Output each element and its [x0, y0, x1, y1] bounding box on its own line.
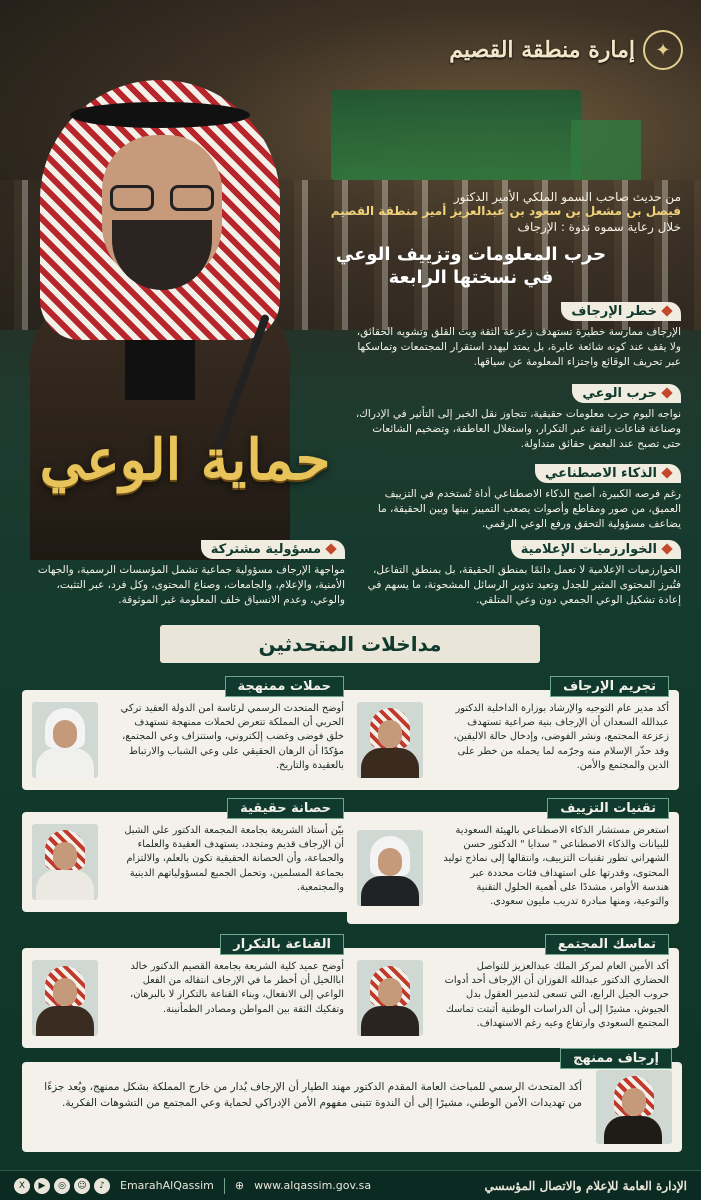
speaker-card — [22, 801, 354, 912]
speakers-title: مداخلات المتحدثين — [160, 625, 540, 663]
speaker-photo — [357, 960, 423, 1036]
card-tag: حصانة حقيقية — [227, 798, 344, 819]
stage-screen — [331, 90, 581, 180]
intro-title: حرب المعلومات وتزييف الوعي في نسختها الرابعة — [335, 244, 607, 288]
card-tag: حملات ممنهجة — [225, 676, 344, 697]
x-icon[interactable]: X — [14, 1178, 30, 1194]
website-link[interactable]: www.alqassim.gov.sa — [254, 1179, 372, 1192]
card-tag: تماسك المجتمع — [545, 934, 669, 955]
speaker-card-wide — [22, 1051, 682, 1152]
diamond-icon — [325, 543, 336, 554]
footer-org: الإدارة العامة للإعلام والاتصال المؤسسي — [484, 1178, 687, 1193]
diamond-icon — [661, 387, 672, 398]
social-handle[interactable]: EmarahAlQassim — [120, 1179, 214, 1192]
speaker-photo — [32, 960, 98, 1036]
speaker-card — [22, 679, 354, 790]
instagram-icon[interactable]: ◎ — [54, 1178, 70, 1194]
logo-text: إمارة منطقة القصيم — [449, 37, 635, 63]
speaker-photo — [32, 702, 98, 778]
card-text: بيّن أستاذ الشريعة بجامعة المجمعة الدكتور علي الشبل أن الإرجاف قديم ومتجدد، يستهدف العقيدة والعلماء والجماعة، وأن الحصانة الحقيقية تكون بالعلم، والالتزام بجماعة المسلمين، وتحمل الجميع لمسؤولياتهم الدينية والمجتمعية. — [124, 825, 344, 893]
card-tag: تقنيات التزييف — [547, 798, 669, 819]
card-tag: إرجاف ممنهج — [560, 1048, 672, 1069]
footer — [0, 1170, 701, 1200]
calligraphy-title: حماية الوعي — [39, 427, 331, 493]
diamond-icon — [661, 467, 672, 478]
glasses — [110, 185, 214, 211]
emirate-logo — [449, 30, 683, 70]
intro-line3: خلال رعاية سموه ندوة : الإرجاف — [517, 220, 681, 234]
card-text: أكد مدير عام التوجيه والإرشاد بوزارة الداخلية الدكتور عبدالله السعدان أن الإرجاف بنية صراعية تستهدف زعزعة المجتمع، ونشر الفوضى، وإدخال حالة الاليقين، وقد حذّر الإسلام منه وجرّمه لما يحمله من خطر على الدين والمجتمع والأمن. — [453, 703, 669, 771]
intro-line1: من حديث صاحب السمو الملكي الأمير الدكتور — [453, 190, 681, 204]
card-tag: تجريم الإرجاف — [550, 676, 669, 697]
speaker-photo — [32, 824, 98, 900]
diamond-icon — [661, 543, 672, 554]
card-text: أوضح عميد كلية الشريعة بجامعة القصيم الدكتور خالد اباالخيل أن أخطر ما في الإرجاف انتقاله من الفعل الواعي إلى الانفعال، وبناء القناعة بالتكرار لا بالبرهان، وتفكيك الثقة بين المواطن ومصادر الطمأنينة. — [130, 961, 344, 1015]
card-tag: القناعة بالتكرار — [220, 934, 344, 955]
diamond-icon — [661, 305, 672, 316]
card-text: أوضح المتحدث الرسمي لرئاسة امن الدولة العقيد تركي الحربي أن المملكة تتعرض لحملات ممنهجة تستهدف خلق فوضى وغضب إلكتروني، واستنزاف وعي المجتمع، مؤكدًا أن الرهان الحقيقي على وعي الشباب والارتباط بالعقيدة والتاريخ. — [120, 703, 344, 771]
speaker-photo — [357, 830, 423, 906]
intro-block — [261, 190, 681, 289]
speaker-card — [22, 937, 354, 1048]
section-awareness-war: حرب الوعي نواجه اليوم حرب معلومات حقيقية، تتجاوز نقل الخبر إلى التأثير في الإدراك، وصناعة قناعات زائفة عبر التكرار، واستغلال العاطفة، وتضخيم الشائعات حتى تصبح عند البعض حقائق متداولة. — [355, 385, 681, 450]
speaker-card — [347, 801, 679, 924]
card-text: استعرض مستشار الذكاء الاصطناعي بالهيئة السعودية للبيانات والذكاء الاصطناعي " سدايا " الدكتور حسن الشهراني تطور تقنيات التزييف، وانتقالها إلى نماذج توليد المحتوى، وقدرتها على استهداف فئات محددة عبر هندسة الأوامر، مشددًا على أهمية الحلول التقنية والتوعية، ومنها مبادرة تدريب مليون سعودي. — [443, 825, 669, 908]
section-shared-responsibility: مسؤولية مشتركة مواجهة الإرجاف مسؤولية جماعية تشمل المؤسسات الرسمية، والجهات الأمنية، والإعلام، والجامعات، وصناع المحتوى، وكل فرد، عبر التثبت، والوعي، وعدم الانسياق خلف المعلومة غير الموثوقة. — [37, 541, 345, 606]
intro-line2: فيصل بن مشعل بن سعود بن عبدالعزيز أمير منطقة القصيم — [330, 204, 681, 218]
stage-side-screen — [571, 120, 641, 180]
tiktok-icon[interactable]: ♪ — [94, 1178, 110, 1194]
speaker-card — [347, 679, 679, 790]
youtube-icon[interactable]: ▶ — [34, 1178, 50, 1194]
card-text: أكد الأمين العام لمركز الملك عبدالعزيز للتواصل الحضاري الدكتور عبدالله الفوزان أن الإرجاف أحد أدوات حروب الجيل الرابع، التي تسعى لتدمير العقول بدل الجيوش، مشيرًا إلى أن الدراسات الوطنية أثبتت تماسك المجتمع السعودي وارتفاع وعيه رغم الاستهداف. — [444, 961, 669, 1029]
section-ai: الذكاء الاصطناعي رغم فرصه الكبيرة، أصبح الذكاء الاصطناعي أداة تُستخدم في التزييف العميق، من صور ومقاطع وأصوات يصعب التمييز بينها وبين الحقيقة، ما يضاعف مسؤولية التحقق ورفع الوعي الرقمي. — [377, 465, 681, 530]
card-text: أكد المتحدث الرسمي للمباحث العامة المقدم الدكتور مهند الطيار أن الإرجاف يُدار من خارج المملكة بشكل ممنهج، ويُعد جزءًا من تهديدات الأمن الوطني، مشيرًا إلى أن الندوة تتبنى مفهوم الأمن الإدراكي لحماية وعي المجتمع من التشوهات الفكرية. — [44, 1081, 582, 1109]
speaker-card — [347, 937, 679, 1048]
palm-swords-icon: ✦ — [643, 30, 683, 70]
snapchat-icon[interactable]: ☺ — [74, 1178, 90, 1194]
social-icons — [14, 1178, 110, 1194]
speaker-photo — [596, 1070, 672, 1144]
section-algorithms: الخوارزميات الإعلامية الخوارزميات الإعلامية لا تعمل دائمًا بمنطق الحقيقة، بل بمنطق التفاعل، فتُبرز المحتوى المثير للجدل وتعيد تدوير الرسائل المشحونة، ما يسهم في إعادة تشكيل الوعي الجمعي دون وعي المتلقي. — [367, 541, 681, 606]
speaker-photo — [357, 702, 423, 778]
section-irjaf-danger: خطر الإرجاف الإرجاف ممارسة خطيرة تستهدف زعزعة الثقة وبث القلق وتشويه الحقائق، ولا يقف عند كونه شائعة عابرة، بل يمتد ليهدد استقرار المجتمعات وتماسكها عبر تحريف الوقائع واجتزاء المعلومة عن سياقها. — [356, 303, 681, 368]
globe-icon: ⊕ — [234, 1179, 245, 1192]
